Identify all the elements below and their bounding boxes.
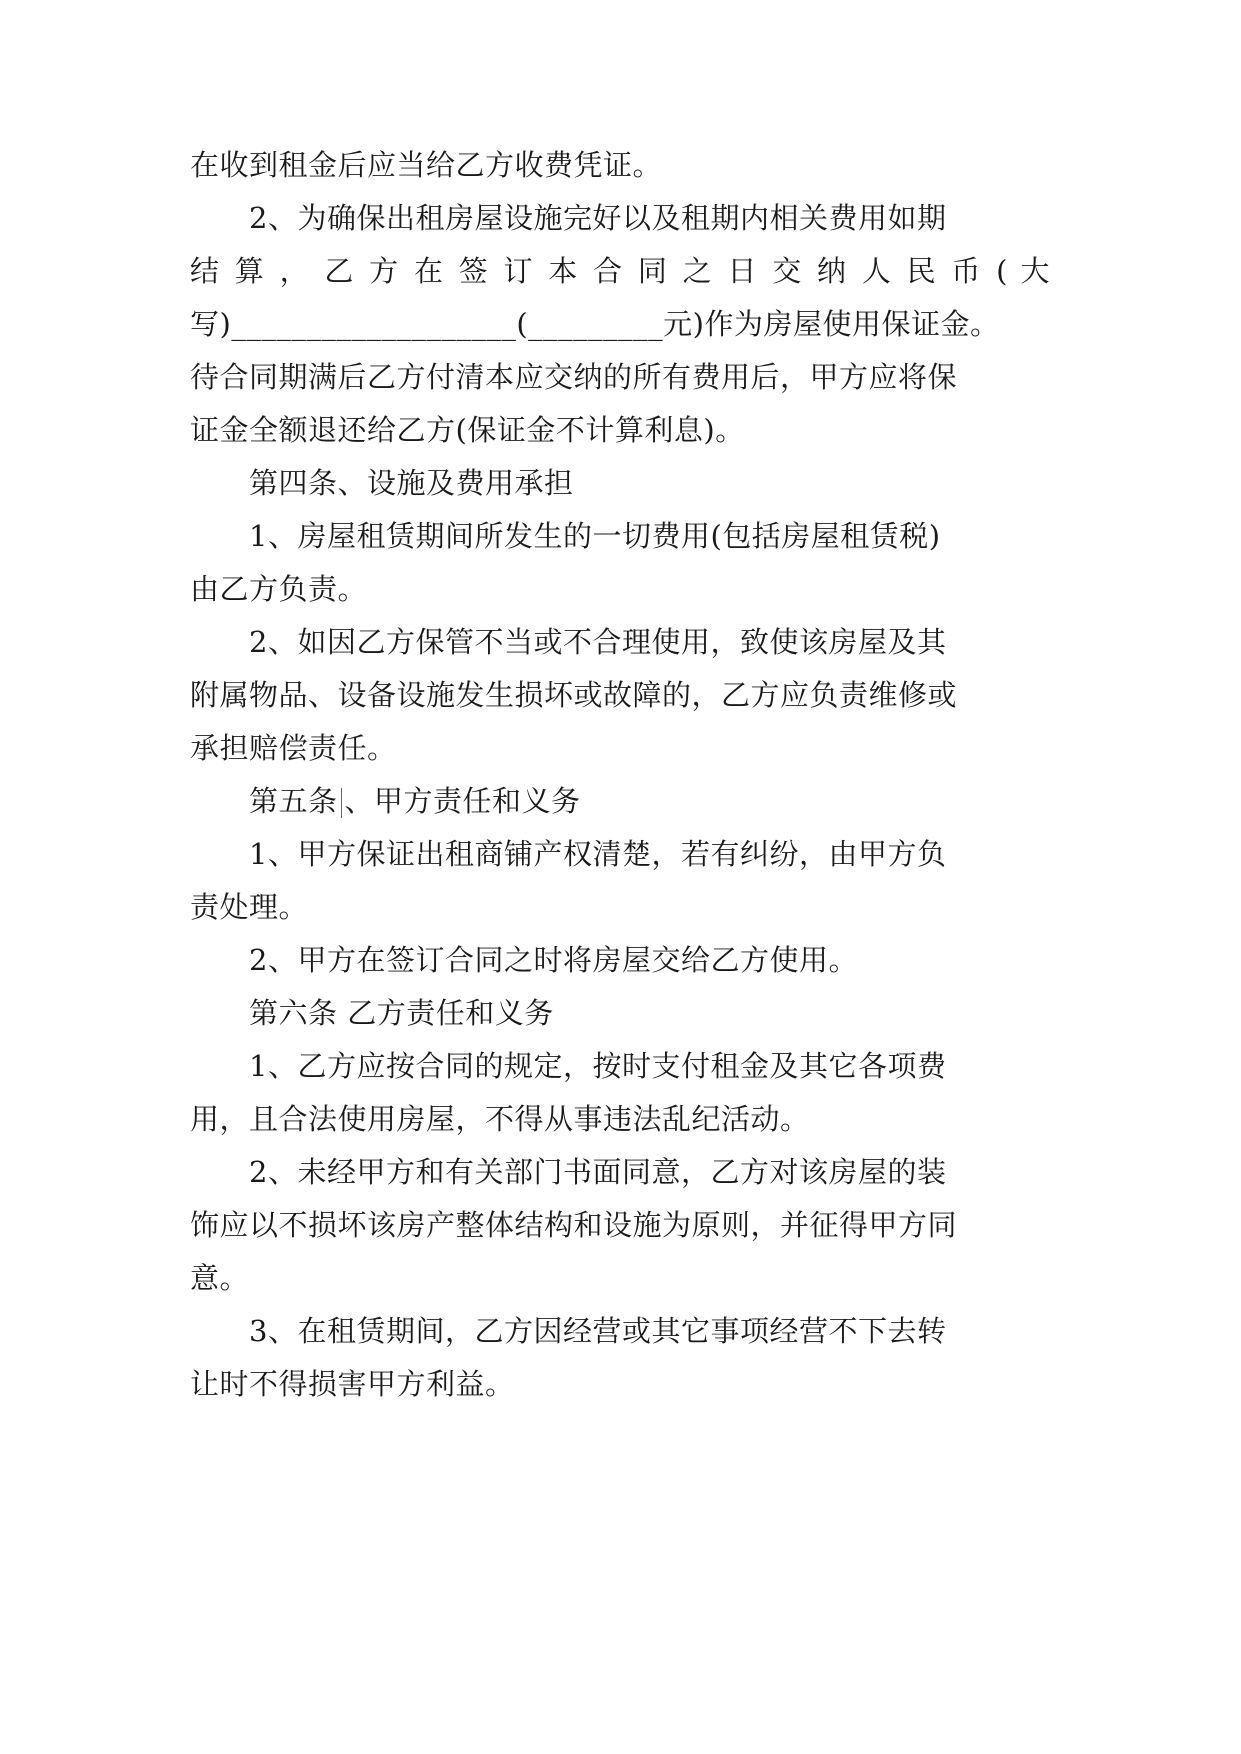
text-line: 让时不得损害甲方利益。 [190,1367,515,1401]
text-line: 意。 [190,1261,250,1295]
text-line: 待合同期满后乙方付清本应交纳的所有费用后，甲方应将保 [190,360,958,394]
text-line: 3、在租赁期间，乙方因经营或其它事项经营不下去转 [190,1314,947,1348]
text-line: 1、房屋租赁期间所发生的一切费用(包括房屋租赁税) [190,519,941,553]
section-heading [190,781,1050,821]
text-line: 饰应以不损坏该房产整体结构和设施为原则，并征得甲方同 [190,1208,958,1242]
text-line: 责处理。 [190,890,309,924]
text-line: 由乙方负责。 [190,572,368,606]
text-line: 2、为确保出租房屋设施完好以及租期内相关费用如期 [190,201,947,235]
section-heading: 第六条 乙方责任和义务 [190,996,554,1030]
section-heading-part: 第五条 [190,784,338,818]
text-line: 1、乙方应按合同的规定，按时支付租金及其它各项费 [190,1049,947,1083]
text-line: 附属物品、设备设施发生损坏或故障的，乙方应负责维修或 [190,678,958,712]
text-line: 证金全额退还给乙方(保证金不计算利息)。 [190,413,745,447]
text-line: 1、甲方保证出租商铺产权清楚，若有纠纷，由甲方负 [190,837,947,871]
text-cursor [341,788,342,818]
section-heading: 第四条、设施及费用承担 [190,466,574,500]
text-line: 在收到租金后应当给乙方收费凭证。 [190,148,663,182]
text-line: 用，且合法使用房屋，不得从事违法乱纪活动。 [190,1102,810,1136]
text-line: 结 算 ， 乙 方 在 签 订 本 合 同 之 日 交 纳 人 民 币 ( 大 [190,254,1050,288]
text-line: 承担赔偿责任。 [190,731,397,765]
text-line: 2、甲方在签订合同之时将房屋交给乙方使用。 [190,943,858,977]
text-line: 2、未经甲方和有关部门书面同意，乙方对该房屋的装 [190,1155,947,1189]
text-line: 2、如因乙方保管不当或不合理使用，致使该房屋及其 [190,625,947,659]
section-heading-part: 、甲方责任和义务 [344,784,581,818]
text-line: 写)___________________(_________元)作为房屋使用保证金。 [190,307,1000,341]
